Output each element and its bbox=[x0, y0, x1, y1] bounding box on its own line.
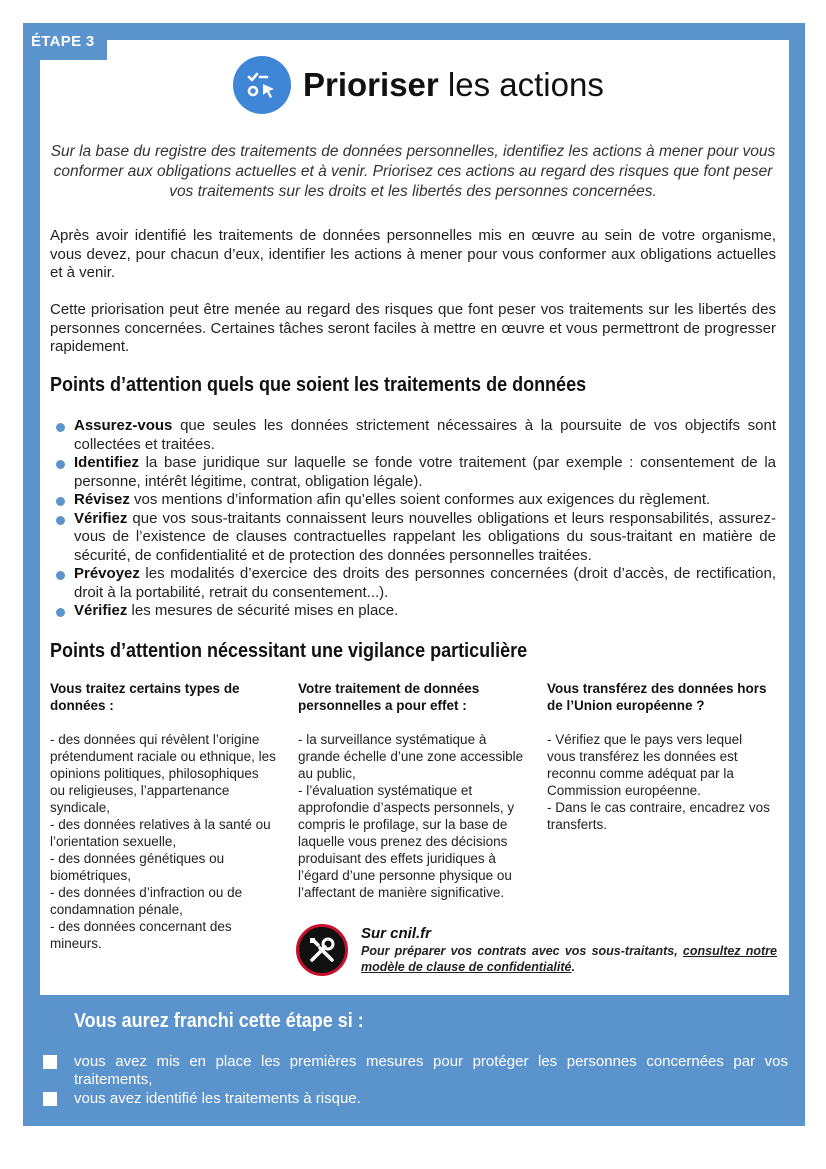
column-body: - des données qui révèlent l’origine prétendument raciale ou ethnique, les opinions politiques, philosophiques ou religieuses, l’appartenance syndicale, - des données relatives à la santé ou l’orientation sexuelle, - des données génétiques ou biométriques, - des données d’infraction ou de condamnation pénale, - des données concernant des mineurs. bbox=[50, 732, 276, 951]
list-item bbox=[50, 602, 776, 621]
checklist-cursor-icon bbox=[233, 56, 291, 114]
item-text: que vos sous-traitants connaissent leurs nouvelles obligations et leurs responsabilités, assurez-vous de l’existence de clauses contractuelles rappelant les obligations du sous-traitant en matière de sécurité, de confidentialité et de protection des données personnelles traitées. bbox=[74, 509, 776, 564]
confidentiality-clause-link[interactable]: consultez notre modèle de clause de confidentialité bbox=[361, 944, 777, 974]
item-verb: Vérifiez bbox=[74, 509, 128, 527]
checklist-text: vous avez identifié les traitements à risque. bbox=[74, 1090, 361, 1107]
section1-heading: Points d’attention quels que soient les traitements de données bbox=[50, 374, 587, 396]
vigilance-column-data-types bbox=[50, 680, 276, 952]
vigilance-column-transfers bbox=[547, 680, 773, 833]
cnil-title: Sur cnil.fr bbox=[361, 925, 432, 942]
page-title bbox=[303, 66, 604, 104]
column-body: - Vérifiez que le pays vers lequel vous transférez les données est reconnu comme adéquat par la Commission européenne. - Dans le cas contraire, encadrez vos transferts. bbox=[547, 732, 770, 832]
column-title: Votre traitement de données personnelles a pour effet : bbox=[298, 681, 480, 713]
checkbox[interactable] bbox=[43, 1092, 57, 1106]
step-label: ÉTAPE 3 bbox=[23, 23, 107, 60]
item-text: les mesures de sécurité mises en place. bbox=[127, 602, 399, 619]
cnil-text bbox=[361, 943, 777, 975]
item-verb: Vérifiez bbox=[74, 602, 128, 619]
item-verb: Identifiez bbox=[74, 454, 140, 471]
item-text: que seules les données strictement nécessaires à la poursuite de vos objectifs sont collectées et traitées. bbox=[74, 417, 776, 453]
cnil-resource-box bbox=[296, 924, 777, 980]
cnil-text-suffix: . bbox=[571, 960, 575, 974]
intro-text: Sur la base du registre des traitements de données personnelles, identifiez les actions à mener pour vous conformer aux obligations actuelles et à venir. Priorisez ces actions au regard des risques que font peser vos traitements sur les droits et les libertés des personnes concernées. bbox=[50, 143, 776, 200]
list-item bbox=[50, 510, 776, 566]
bullet-dot-icon bbox=[56, 608, 65, 617]
item-verb: Assurez-vous bbox=[74, 417, 173, 434]
bullet-dot-icon bbox=[56, 460, 65, 469]
item-text: la base juridique sur laquelle se fonde votre traitement (par exemple : consentement de la personne, intérêt légitime, contrat, obligation légale). bbox=[74, 454, 776, 490]
page-header bbox=[233, 56, 604, 114]
footer-heading: Vous aurez franchi cette étape si : bbox=[74, 1010, 364, 1032]
paragraph-1: Après avoir identifié les traitements de données personnelles mis en œuvre au sein de votre organisme, vous devez, pour chacun d’eux, identifier les actions à mener pour vous conformer aux obligations actuelles et à venir. bbox=[50, 227, 776, 281]
list-item bbox=[50, 417, 776, 454]
checklist-item bbox=[43, 1053, 788, 1089]
column-title: Vous traitez certains types de données : bbox=[50, 681, 240, 713]
paragraph-2: Cette priorisation peut être menée au regard des risques que font peser vos traitements sur les libertés des personnes concernées. Certaines tâches seront faciles à mettre en œuvre et vous permettront de progresser rapidement. bbox=[50, 301, 776, 355]
list-item bbox=[50, 565, 776, 602]
item-text: les modalités d’exercice des droits des personnes concernées (droit d’accès, de rectification, droit à la portabilité, retrait du consentement...). bbox=[74, 565, 776, 601]
checklist-item bbox=[43, 1090, 788, 1108]
checkbox[interactable] bbox=[43, 1055, 57, 1069]
column-title: Vous transférez des données hors de l’Union européenne ? bbox=[547, 681, 767, 713]
title-rest: les actions bbox=[447, 66, 604, 103]
bullet-dot-icon bbox=[56, 571, 65, 580]
list-item bbox=[50, 454, 776, 491]
bullet-dot-icon bbox=[56, 516, 65, 525]
cnil-text-lead: Pour préparer vos contrats avec vos sous-traitants, bbox=[361, 944, 683, 958]
vigilance-column-effects bbox=[298, 680, 524, 901]
bullet-dot-icon bbox=[56, 423, 65, 432]
title-bold: Prioriser bbox=[303, 66, 439, 103]
item-verb: Prévoyez bbox=[74, 565, 140, 582]
list-item bbox=[50, 491, 776, 510]
attention-list bbox=[50, 417, 776, 621]
column-body: - la surveillance systématique à grande échelle d’une zone accessible au public, - l’évaluation systématique et approfondie d’aspects personnels, y compris le profilage, sur la base de laquelle vous prenez des décisions produisant des effets juridiques à l’égard d’une personne physique ou l’affectant de manière significative. bbox=[298, 732, 524, 900]
tools-icon bbox=[296, 924, 348, 976]
checklist-text: vous avez mis en place les premières mesures pour protéger les personnes concernées par vos traitements, bbox=[74, 1053, 788, 1088]
section2-heading: Points d’attention nécessitant une vigilance particulière bbox=[50, 640, 528, 662]
item-text: vos mentions d’information afin qu’elles soient conformes aux exigences du règlement. bbox=[129, 491, 711, 508]
bullet-dot-icon bbox=[56, 497, 65, 506]
item-verb: Révisez bbox=[74, 491, 130, 508]
